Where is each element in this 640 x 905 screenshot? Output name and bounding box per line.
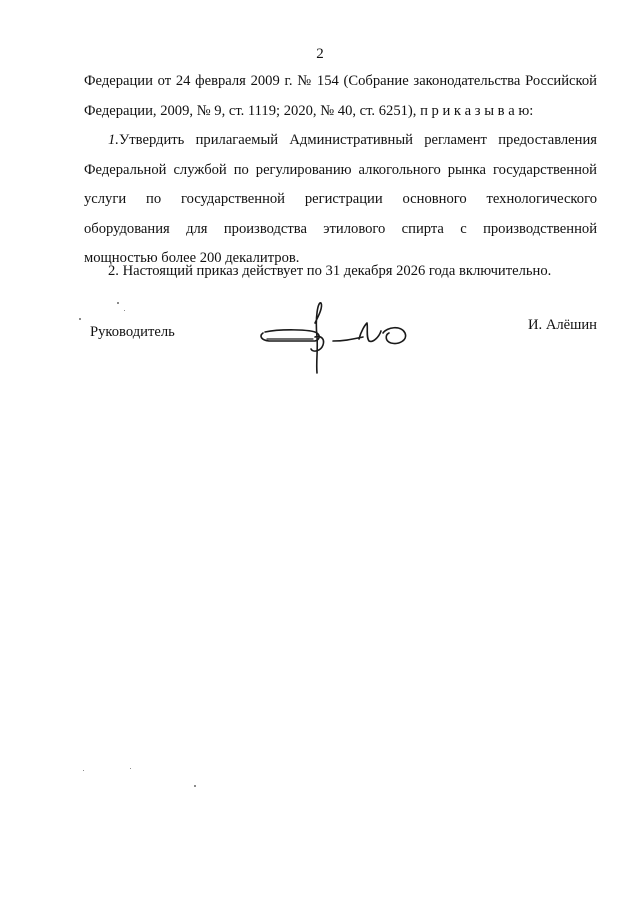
scan-speck	[79, 318, 81, 320]
scan-speck	[130, 768, 131, 769]
signatory-name: И. Алёшин	[528, 317, 597, 333]
scan-speck	[117, 302, 119, 304]
scan-speck	[83, 770, 84, 771]
handwritten-signature	[255, 295, 425, 380]
signatory-role: Руководитель	[90, 324, 175, 340]
item-2-text: Настоящий приказ действует по 31 декабря 2026 года включительно.	[122, 263, 552, 279]
paragraph-intro: Федерации от 24 февраля 2009 г. № 154 (Собрание законодательства Российской Федерации, 2009, № 9, ст. 1119; 2020, № 40, ст. 6251), п р и к а з ы в а ю:	[84, 73, 597, 119]
item-1-text: Утвердить прилагаемый Административный регламент предоставления Федеральной службой по регулированию алкогольного рынка государственной услуги по государственной регистрации основного технологического оборудования для производства этилового спирта с производственной мощностью более 200 декалитров.	[84, 132, 597, 266]
item-1-number: 1.	[108, 132, 119, 148]
page-number: 2	[316, 46, 324, 62]
item-2-number: 2.	[108, 263, 119, 279]
scan-speck	[124, 310, 125, 311]
scan-speck	[194, 785, 196, 787]
